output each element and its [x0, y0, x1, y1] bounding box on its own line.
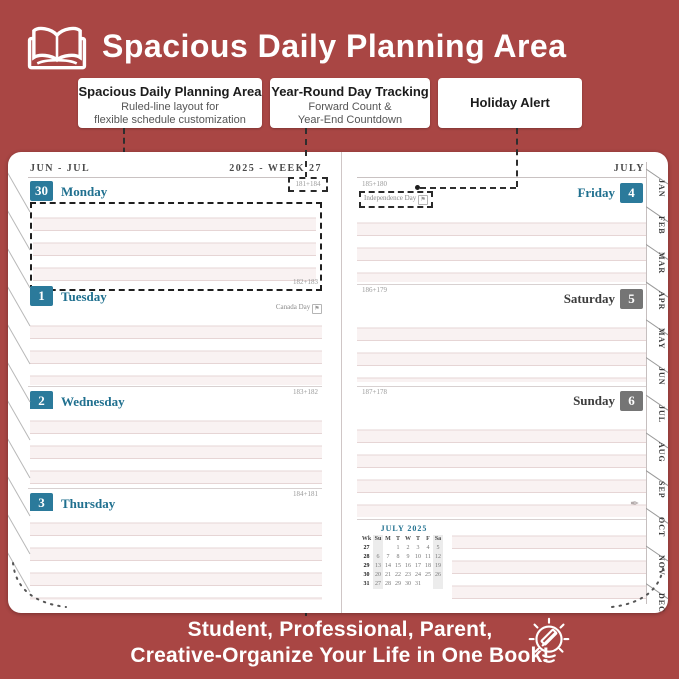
day-name: Thursday: [61, 496, 116, 511]
month-tab-dec: DEC: [657, 592, 666, 613]
date-box: 6: [620, 391, 643, 411]
mini-cal-week-number: 28: [363, 554, 370, 560]
mini-cal-day: 21: [385, 572, 391, 578]
footer-tagline-line1: Student, Professional, Parent,: [187, 618, 493, 641]
page-fold: [341, 152, 342, 613]
mini-cal-day: 29: [395, 581, 401, 587]
holiday-note: Canada Day ⚑: [230, 303, 322, 314]
open-book-icon: [26, 24, 88, 72]
mini-cal-day: 28: [385, 581, 391, 587]
mini-cal-day: 13: [375, 563, 381, 569]
month-tab-aug: AUG: [657, 441, 666, 463]
connector-line: [516, 128, 518, 187]
mini-cal-day: 19: [435, 563, 441, 569]
date-box: 3: [30, 493, 53, 513]
callout-title: Year-Round Day Tracking: [271, 84, 429, 99]
mini-cal-day: [423, 580, 433, 589]
month-label: JULY: [613, 163, 645, 174]
mini-cal-day: 24: [415, 572, 421, 578]
mini-cal-header: Sa: [434, 536, 442, 542]
date-box: 1: [30, 286, 53, 306]
mini-cal-header: T: [395, 536, 400, 542]
mini-cal-day: [433, 580, 443, 589]
mini-cal-day: 10: [415, 554, 421, 560]
mini-cal-week-number: 31: [363, 581, 370, 587]
month-tab-jun: JUN: [657, 367, 666, 386]
date-box: 5: [620, 289, 643, 309]
mini-cal-day: 3: [416, 545, 420, 551]
maple-leaf-icon: ⚑: [312, 304, 322, 314]
month-tab-mar: MAR: [657, 252, 666, 275]
day-name: Sunday: [573, 393, 615, 408]
mini-cal-day: 22: [395, 572, 401, 578]
mini-cal-day: 17: [415, 563, 421, 569]
mini-cal-day: [373, 544, 383, 553]
month-tab-jan: JAN: [657, 178, 666, 198]
mini-cal-header: W: [405, 536, 411, 542]
mini-calendar-title: JULY 2025: [380, 524, 428, 533]
day-count: 187+178: [362, 388, 387, 396]
mini-cal-header: Wk: [361, 536, 372, 542]
callout-title: Holiday Alert: [470, 95, 550, 110]
ruled-lines: [30, 409, 322, 485]
idea-bulb-pencil-icon: [522, 614, 576, 670]
week-label: 2025 - WEEK 27: [229, 163, 322, 174]
mini-calendar: [360, 535, 443, 589]
mini-cal-day: 8: [396, 554, 400, 560]
connector-line: [420, 187, 516, 189]
month-tab-jul: JUL: [657, 405, 666, 424]
divider: [357, 386, 646, 387]
day-name: Wednesday: [61, 394, 125, 409]
month-range-label: JUN - JUL: [30, 163, 91, 174]
divider: [357, 519, 646, 520]
day-count: 184+181: [293, 490, 318, 498]
divider: [28, 488, 322, 489]
mini-cal-day: 25: [425, 572, 431, 578]
mini-cal-header: F: [426, 536, 430, 542]
ruled-lines: [357, 211, 646, 282]
mini-cal-day: 14: [385, 563, 391, 569]
mini-cal-day: 1: [396, 545, 400, 551]
mini-cal-day: 18: [425, 563, 431, 569]
callout-subtitle: Ruled-line layout for flexible schedule customization: [94, 101, 246, 126]
date-box: 4: [620, 183, 643, 203]
month-tab-nov: NOV: [657, 554, 666, 576]
mini-cal-week-number: 27: [363, 545, 370, 551]
mini-cal-day: 31: [415, 581, 421, 587]
callout-holiday-alert: [438, 78, 582, 128]
day-name: Saturday: [563, 291, 615, 306]
day-name: Monday: [61, 184, 108, 199]
ruled-lines: [357, 418, 646, 517]
mini-cal-day: 6: [373, 553, 383, 562]
divider: [28, 386, 322, 387]
mini-cal-day: 23: [405, 572, 411, 578]
day-name: Tuesday: [61, 289, 107, 304]
month-tab-may: MAY: [657, 328, 666, 350]
mini-cal-day: 9: [406, 554, 410, 560]
left-margin-hatch: [8, 152, 42, 613]
mini-cal-day: 11: [425, 554, 431, 560]
mini-cal-day: 5: [433, 544, 443, 553]
day-name: Friday: [577, 185, 615, 200]
mini-cal-header: Su: [374, 536, 382, 542]
stitch-corner-left: [8, 555, 78, 613]
mini-cal-day: 20: [375, 572, 381, 578]
month-tab-feb: FEB: [657, 216, 666, 235]
stitch-corner-right: [600, 555, 670, 613]
ruled-lines: [357, 316, 646, 382]
footer-tagline-line2: Creative-Organize Your Life in One Book!: [130, 644, 550, 667]
mini-cal-day: 4: [426, 545, 430, 551]
date-box: 2: [30, 391, 53, 411]
callout-day-tracking: [270, 78, 430, 128]
day-count: 183+182: [293, 388, 318, 396]
day-count: 185+180: [362, 180, 387, 188]
mini-cal-day: 12: [435, 554, 441, 560]
page-title: Spacious Daily Planning Area: [102, 28, 567, 64]
holiday-note-dashed: Independence Day ⚑: [359, 191, 433, 208]
day-count: 182+183: [293, 278, 318, 286]
date-box: 30: [30, 181, 53, 201]
month-tab-sep: SEP: [657, 480, 666, 499]
ruled-lines: [30, 314, 322, 385]
callout-subtitle: Forward Count & Year-End Countdown: [297, 101, 403, 126]
us-flag-icon: ⚑: [418, 195, 428, 205]
connector-line: [305, 128, 307, 178]
mini-cal-day: 2: [406, 545, 410, 551]
divider: [28, 177, 322, 178]
mini-cal-week-number: 30: [363, 572, 370, 578]
mini-cal-day: 15: [395, 563, 401, 569]
mini-cal-day: 27: [375, 581, 381, 587]
mini-cal-header: T: [415, 536, 420, 542]
month-tab-oct: OCT: [657, 517, 666, 538]
mini-cal-day: [383, 544, 393, 553]
callout-spacious-area: [78, 78, 262, 128]
callout-title: Spacious Daily Planning Area: [78, 84, 262, 99]
month-tab-apr: APR: [657, 291, 666, 311]
day-count: 186+179: [362, 286, 387, 294]
divider: [357, 177, 646, 178]
connector-dot: [415, 185, 420, 190]
mini-cal-day: 26: [435, 572, 441, 578]
quill-icon: ✒: [630, 498, 640, 510]
mini-cal-day: 30: [405, 581, 411, 587]
divider: [357, 284, 646, 285]
mini-cal-day: 7: [386, 554, 390, 560]
day-count-badge: 181+184: [288, 177, 328, 192]
mini-cal-week-number: 29: [363, 563, 370, 569]
mini-cal-day: 16: [405, 563, 411, 569]
mini-cal-header: M: [385, 536, 391, 542]
